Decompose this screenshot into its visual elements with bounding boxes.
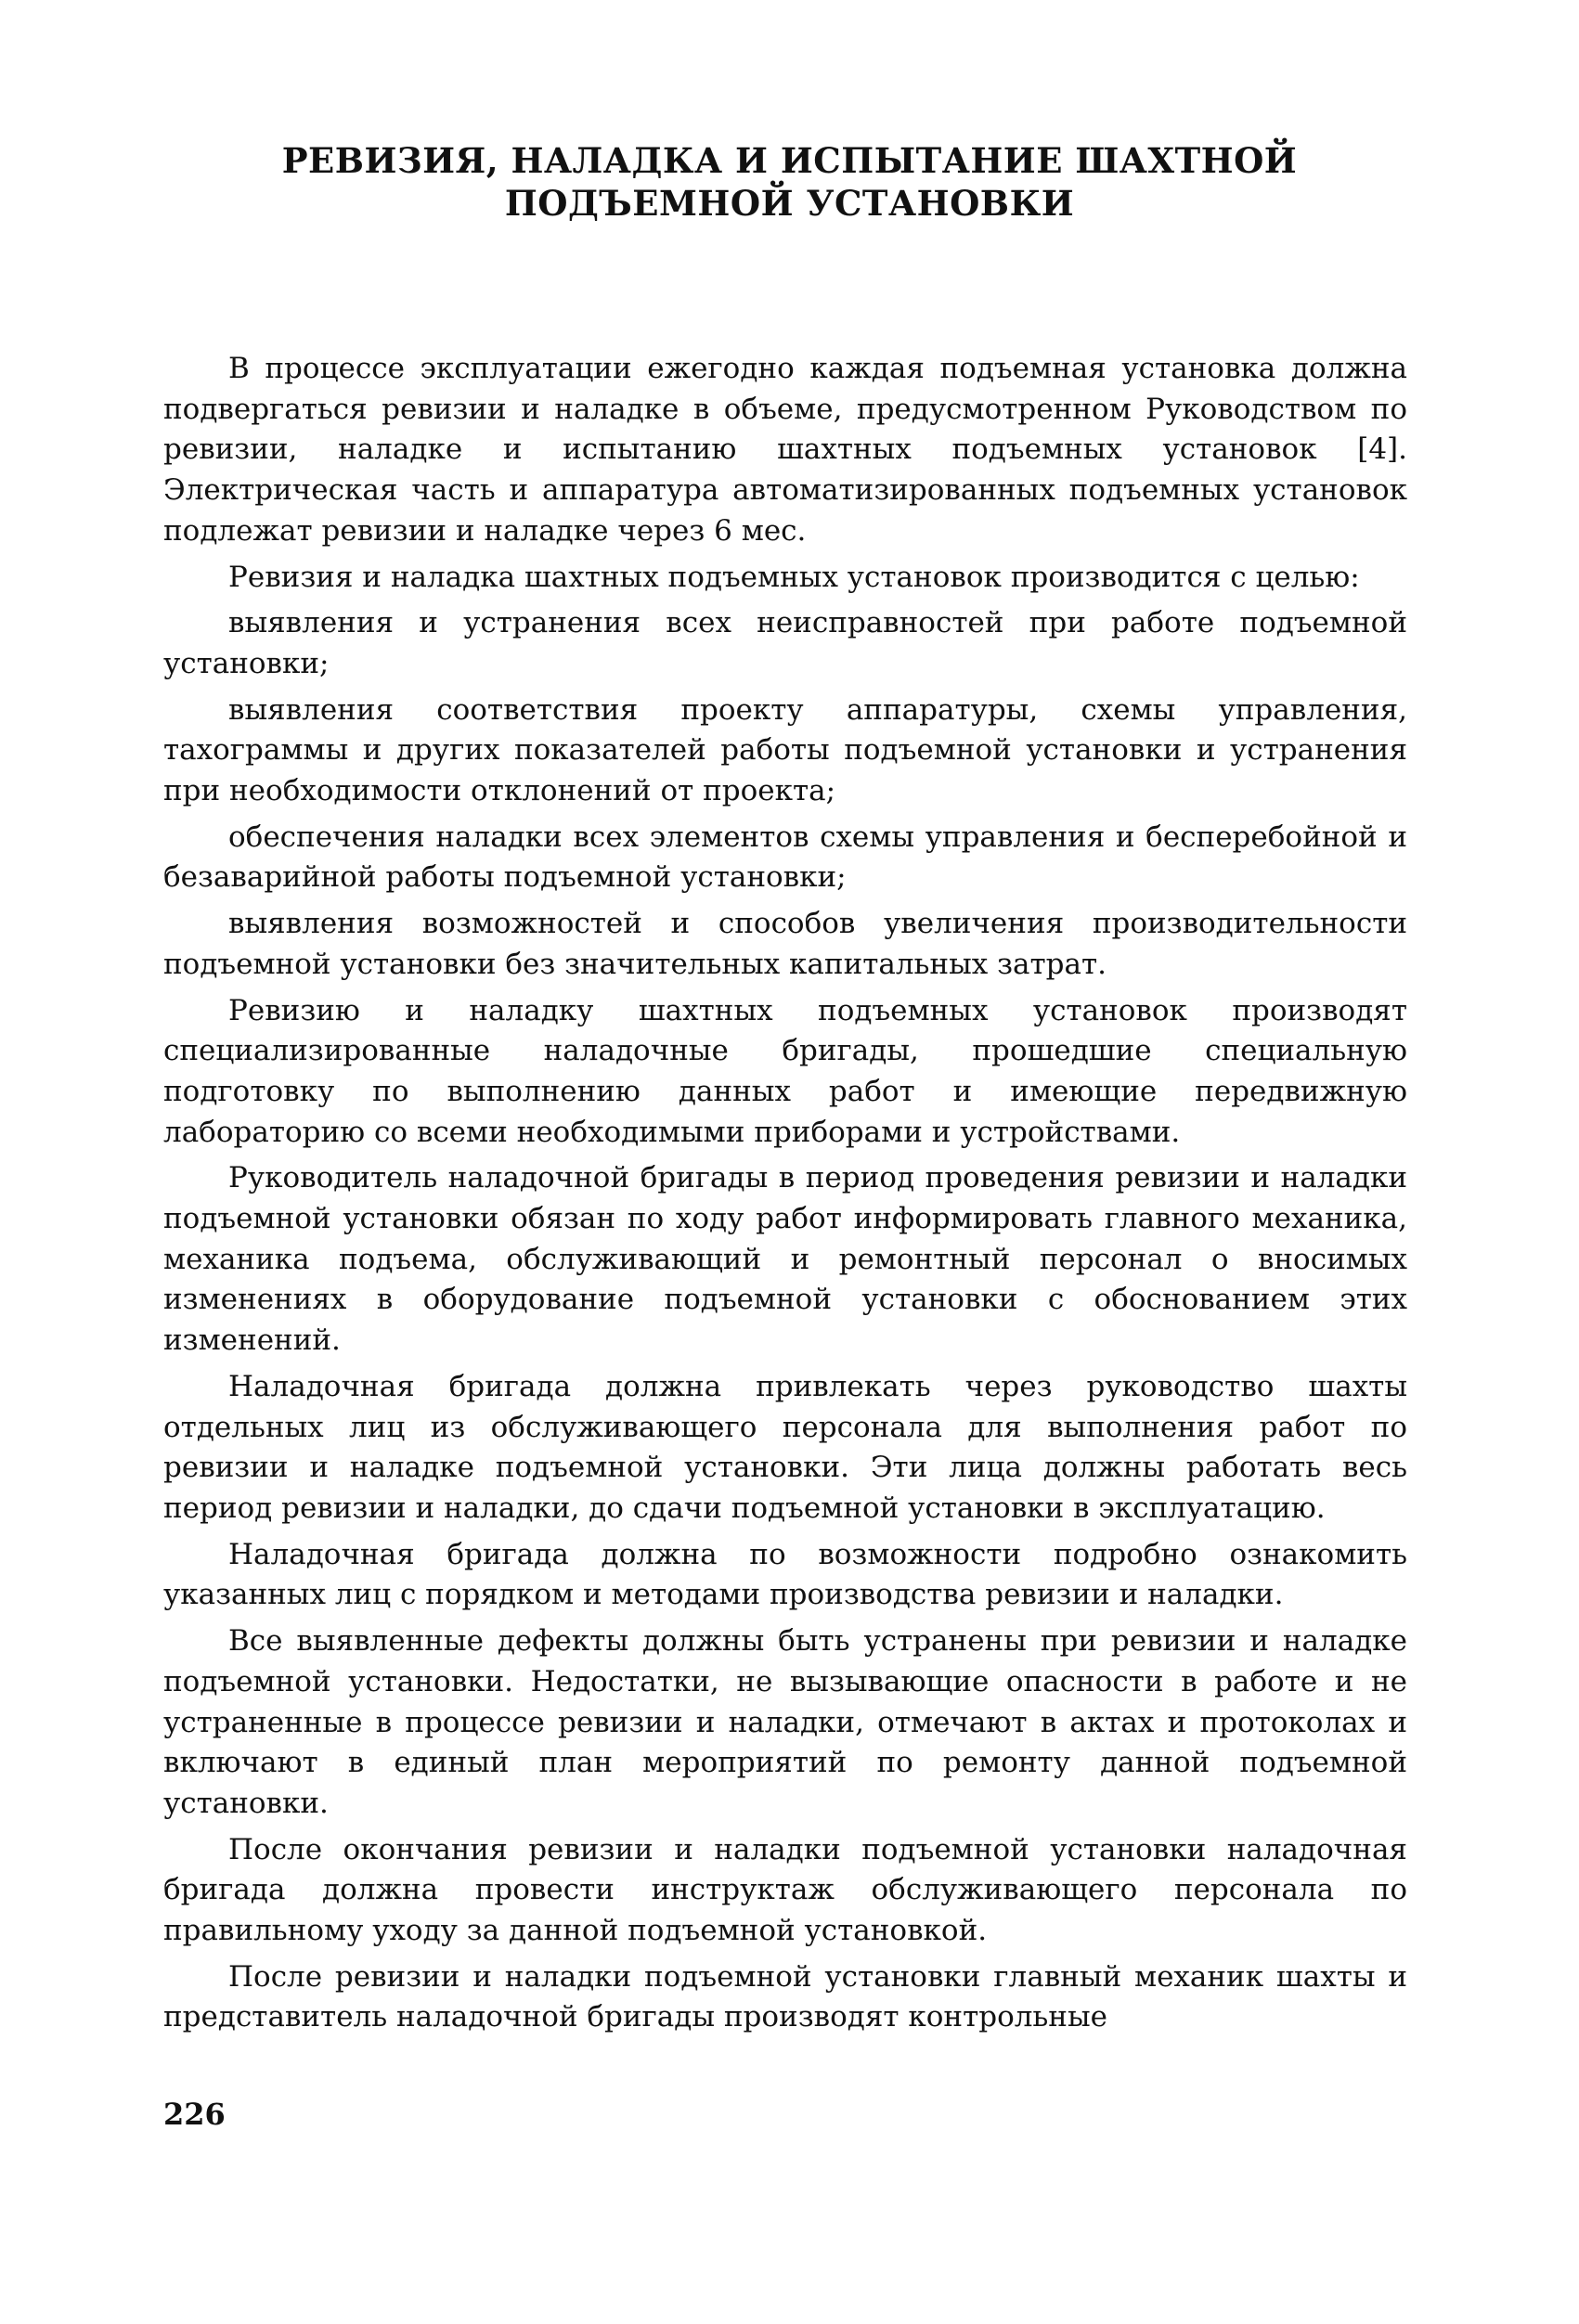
paragraph: Руководитель наладочной бригады в период проведения ревизии и наладки подъемной установки обязан по ходу работ информировать главного механика, механика подъема, обслуживающий и ремонтный персонал о вносимых изменениях в оборудование подъемной установки с обоснованием этих изменений. xyxy=(163,1161,1407,1358)
body-text xyxy=(163,349,1407,2044)
title-line-2: ПОДЪЕМНОЙ УСТАНОВКИ xyxy=(504,183,1075,224)
list-item: обеспечения наладки всех элементов схемы управления и бесперебойной и безаварийной работы подъемной установки; xyxy=(163,820,1407,895)
page-number: 226 xyxy=(163,2097,226,2132)
paragraph: В процессе эксплуатации ежегодно каждая подъемная установка должна подвергаться ревизии и наладке в объеме, предусмотренном Руководством по ревизии, наладке и испытанию шахтных подъемных установок [4]. Электрическая часть и аппаратура автоматизированных подъемных установок подлежат ревизии и наладке через 6 мес. xyxy=(163,352,1407,548)
paragraph: Ревизию и наладку шахтных подъемных установок производят специализированные наладочные бригады, прошедшие специальную подготовку по выполнению данных работ и имеющие передвижную лабораторию со всеми необходимыми приборами и устройствами. xyxy=(163,993,1407,1149)
paragraph: Наладочная бригада должна привлекать через руководство шахты отдельных лиц из обслуживающего персонала для выполнения работ по ревизии и наладке подъемной установки. Эти лица должны работать весь период ревизии и наладки, до сдачи подъемной установки в эксплуатацию. xyxy=(163,1369,1407,1525)
paragraph: Ревизия и наладка шахтных подъемных установок производится с целью: xyxy=(228,560,1360,594)
page-title xyxy=(0,139,1579,225)
list-item: выявления соответствия проекту аппаратуры, схемы управления, тахограммы и других показателей работы подъемной установки и устранения при необходимости отклонений от проекта; xyxy=(163,692,1407,808)
paragraph: После ревизии и наладки подъемной установки главный механик шахты и представитель наладочной бригады производят контрольные xyxy=(163,1959,1407,2034)
title-line-1: РЕВИЗИЯ, НАЛАДКА И ИСПЫТАНИЕ ШАХТНОЙ xyxy=(281,140,1298,181)
list-item: выявления возможностей и способов увеличения производительности подъемной установки без значительных капитальных затрат. xyxy=(163,907,1407,981)
list-item: выявления и устранения всех неисправностей при работе подъемной установки; xyxy=(163,606,1407,680)
paragraph: Все выявленные дефекты должны быть устранены при ревизии и наладке подъемной установки. Недостатки, не вызывающие опасности в работе и не устраненные в процессе ревизии и наладки, отмечают в актах и протоколах и включают в единый план мероприятий по ремонту данной подъемной установки. xyxy=(163,1624,1407,1820)
paragraph: Наладочная бригада должна по возможности подробно ознакомить указанных лиц с порядком и методами производства ревизии и наладки. xyxy=(163,1537,1407,1612)
paragraph: После окончания ревизии и наладки подъемной установки наладочная бригада должна провести инструктаж обслуживающего персонала по правильному уходу за данной подъемной установкой. xyxy=(163,1832,1407,1948)
